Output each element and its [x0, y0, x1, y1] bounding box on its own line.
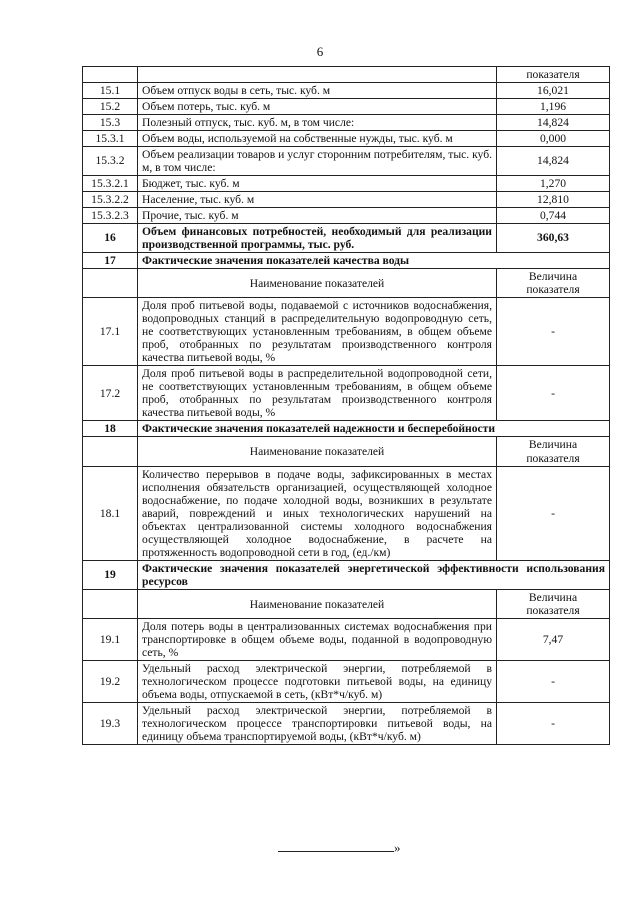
- row-text: Прочие, тыс. куб. м: [138, 207, 497, 223]
- row-value: 14,824: [497, 114, 610, 130]
- row-text: Объем воды, используемой на собственные нужды, тыс. куб. м: [138, 130, 497, 146]
- header-name: Наименование показателей: [138, 589, 497, 619]
- closing-quote: »: [394, 840, 401, 855]
- row-text: Удельный расход электрической энергии, потребляемой в технологическом процессе подготовки питьевой воды, на единицу объема воды, отпускаемой в сеть, (кВт*ч/куб. м): [138, 661, 497, 703]
- row-value: показателя: [497, 67, 610, 83]
- header-number: [83, 437, 138, 467]
- row-number: 15.3.2.2: [83, 191, 138, 207]
- row-number: 15.3.2: [83, 146, 138, 175]
- table-row: [83, 191, 610, 207]
- row-value: -: [497, 661, 610, 703]
- header-row: [83, 589, 610, 619]
- table-row: [83, 98, 610, 114]
- row-text: Доля потерь воды в централизованных системах водоснабжения при транспортировке в общем объеме воды, поданной в водопроводную сеть, %: [138, 619, 497, 661]
- footer-mark: [278, 840, 401, 856]
- row-text: Население, тыс. куб. м: [138, 191, 497, 207]
- row-number: 15.3.2.1: [83, 175, 138, 191]
- header-name: Наименование показателей: [138, 437, 497, 467]
- row-number: 19.3: [83, 703, 138, 745]
- row-number: 15.2: [83, 98, 138, 114]
- row-number: 15.3.2.3: [83, 207, 138, 223]
- row-value: 16,021: [497, 82, 610, 98]
- row-number: 17.2: [83, 366, 138, 421]
- header-row: [83, 268, 610, 298]
- header-value: Величина показателя: [497, 589, 610, 619]
- row-number: 16: [83, 223, 138, 252]
- row-text: Полезный отпуск, тыс. куб. м, в том числе:: [138, 114, 497, 130]
- table-row: [83, 223, 610, 252]
- row-text: Объем потерь, тыс. куб. м: [138, 98, 497, 114]
- indicators-table: [82, 66, 610, 745]
- header-number: [83, 268, 138, 298]
- section-title: Фактические значения показателей качества воды: [138, 252, 610, 268]
- row-value: 360,63: [497, 223, 610, 252]
- table-row: [83, 366, 610, 421]
- row-text: Объем отпуск воды в сеть, тыс. куб. м: [138, 82, 497, 98]
- row-number: 15.3: [83, 114, 138, 130]
- section-row: [83, 560, 610, 589]
- header-value: Величина показателя: [497, 268, 610, 298]
- row-number: 15.1: [83, 82, 138, 98]
- row-value: 1,196: [497, 98, 610, 114]
- section-number: 19: [83, 560, 138, 589]
- row-value: 7,47: [497, 619, 610, 661]
- table-row: [83, 466, 610, 560]
- row-value: 0,000: [497, 130, 610, 146]
- header-name: Наименование показателей: [138, 268, 497, 298]
- continuation-row: [83, 67, 610, 83]
- header-value: Величина показателя: [497, 437, 610, 467]
- table-row: [83, 114, 610, 130]
- row-text: Объем финансовых потребностей, необходимый для реализации производственной программы, тыс. руб.: [138, 223, 497, 252]
- row-number: 15.3.1: [83, 130, 138, 146]
- row-value: 14,824: [497, 146, 610, 175]
- row-text: [138, 67, 497, 83]
- row-value: -: [497, 466, 610, 560]
- signature-line: [278, 851, 394, 852]
- row-text: Бюджет, тыс. куб. м: [138, 175, 497, 191]
- row-value: -: [497, 298, 610, 366]
- row-text: Объем реализации товаров и услуг сторонним потребителям, тыс. куб. м, в том числе:: [138, 146, 497, 175]
- row-number: [83, 67, 138, 83]
- row-number: 17.1: [83, 298, 138, 366]
- table-row: [83, 703, 610, 745]
- row-text: Количество перерывов в подаче воды, зафиксированных в местах исполнения обязательств организацией, осуществляющей холодное водоснабжение, по подаче холодной воды, возникших в результате аварий, повреждений и иных технологических нарушений на объектах централизованной системы холодного водоснабжения осуществляющей холодное водоснабжение, в расчете на протяженность водопроводной сети в год, (ед./км): [138, 466, 497, 560]
- table-row: [83, 298, 610, 366]
- row-text: Доля проб питьевой воды, подаваемой с источников водоснабжения, водопроводных станций в распределительную водопроводную сеть, не соответствующих установленным требованиям, в общем объеме проб, отобранных по результатам производственного контроля качества питьевой воды, %: [138, 298, 497, 366]
- row-number: 19.1: [83, 619, 138, 661]
- row-value: 0,744: [497, 207, 610, 223]
- header-row: [83, 437, 610, 467]
- table-row: [83, 130, 610, 146]
- table-row: [83, 619, 610, 661]
- row-text: Доля проб питьевой воды в распределительной водопроводной сети, не соответствующих установленным требованиям, в общем объеме проб, отобранных по результатам производственного контроля качества питьевой воды, %: [138, 366, 497, 421]
- row-text: Удельный расход электрической энергии, потребляемой в технологическом процессе транспортировки питьевой воды, на единицу объема транспортируемой воды, (кВт*ч/куб. м): [138, 703, 497, 745]
- header-number: [83, 589, 138, 619]
- row-value: -: [497, 703, 610, 745]
- section-title: Фактические значения показателей надежности и бесперебойности: [138, 421, 610, 437]
- table-row: [83, 661, 610, 703]
- row-value: -: [497, 366, 610, 421]
- section-title: Фактические значения показателей энергетической эффективности использования ресурсов: [138, 560, 610, 589]
- section-number: 17: [83, 252, 138, 268]
- page-number: 6: [316, 44, 324, 59]
- row-number: 18.1: [83, 466, 138, 560]
- table-row: [83, 175, 610, 191]
- row-number: 19.2: [83, 661, 138, 703]
- table-row: [83, 207, 610, 223]
- table-row: [83, 82, 610, 98]
- row-value: 1,270: [497, 175, 610, 191]
- table-row: [83, 146, 610, 175]
- section-row: [83, 421, 610, 437]
- section-number: 18: [83, 421, 138, 437]
- row-value: 12,810: [497, 191, 610, 207]
- section-row: [83, 252, 610, 268]
